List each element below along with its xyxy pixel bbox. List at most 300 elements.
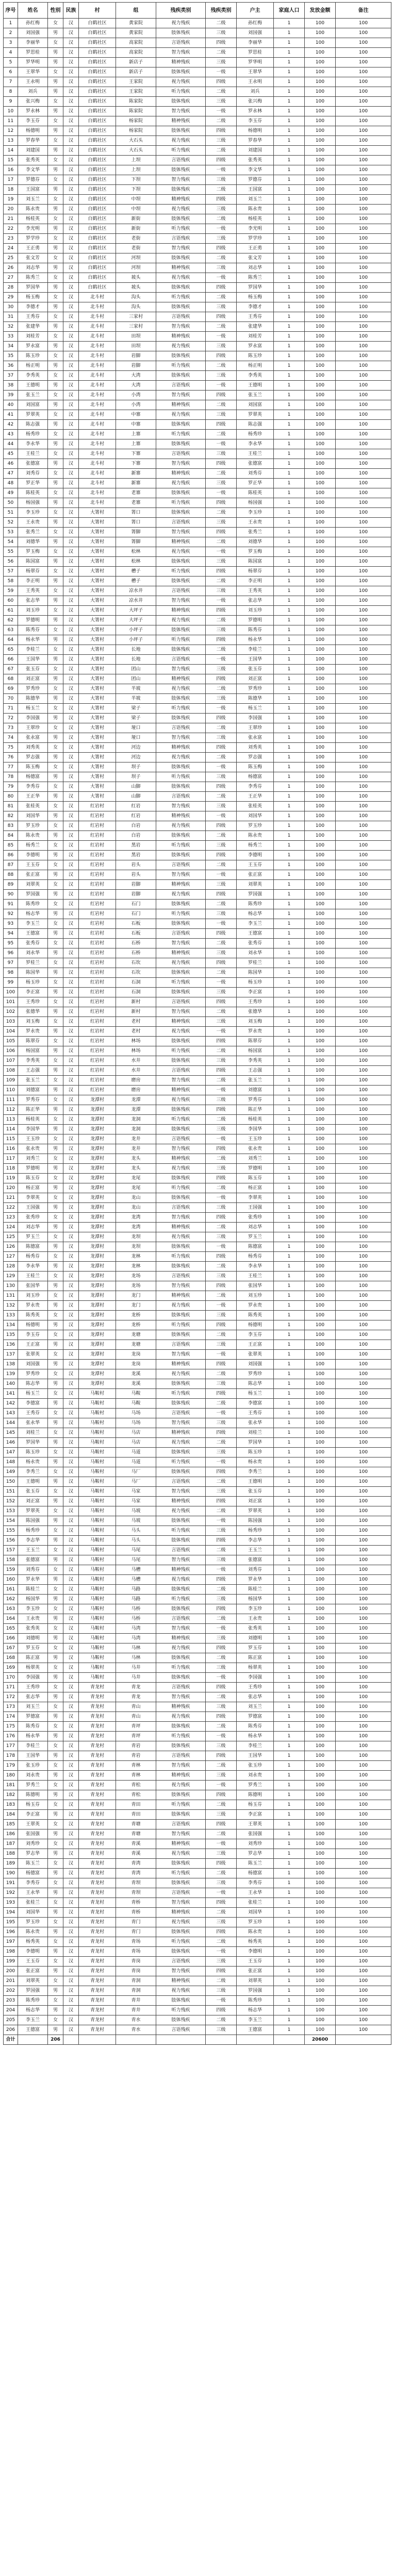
table-cell: 127 bbox=[4, 1252, 18, 1262]
table-cell: 100 bbox=[305, 537, 336, 547]
table-cell: 肢体残疾 bbox=[156, 851, 206, 860]
table-cell: 马鞍村 bbox=[79, 1595, 116, 1604]
table-cell: 男 bbox=[48, 851, 63, 860]
table-cell: 100 bbox=[305, 674, 336, 684]
table-cell: 1 bbox=[4, 19, 18, 28]
table-cell: 100 bbox=[305, 1389, 336, 1399]
table-cell: 肢体残疾 bbox=[156, 762, 206, 772]
table-cell: 女 bbox=[48, 351, 63, 361]
table-cell: 100 bbox=[305, 273, 336, 283]
table-cell: 白鹤社区 bbox=[79, 58, 116, 67]
table-cell: 听力残疾 bbox=[156, 430, 206, 439]
table-row bbox=[4, 1115, 391, 1125]
table-cell: 100 bbox=[305, 557, 336, 567]
table-cell: 二级 bbox=[206, 1046, 237, 1056]
table-row bbox=[4, 1546, 391, 1555]
table-cell: 肢体残疾 bbox=[156, 694, 206, 704]
table-cell: 女 bbox=[48, 1937, 63, 1947]
table-row bbox=[4, 214, 391, 224]
table-cell: 肢体残疾 bbox=[156, 488, 206, 498]
table-cell: 100 bbox=[305, 459, 336, 469]
table-cell: 陈秀珍 bbox=[18, 900, 48, 909]
table-cell: 58 bbox=[4, 577, 18, 586]
table-cell: 二级 bbox=[206, 753, 237, 762]
table-cell: 100 bbox=[305, 371, 336, 381]
table-cell: 1 bbox=[274, 391, 305, 400]
table-row bbox=[4, 1105, 391, 1115]
table-cell: 垭口 bbox=[116, 733, 156, 743]
table-cell: 女 bbox=[48, 1409, 63, 1418]
table-cell: 王玉芬 bbox=[237, 860, 274, 870]
table-cell: 汉 bbox=[63, 1350, 79, 1360]
table-cell: 一级 bbox=[206, 1565, 237, 1575]
table-cell: 汉 bbox=[63, 1986, 79, 1996]
table-cell: 100 bbox=[336, 185, 391, 195]
table-cell: 100 bbox=[305, 420, 336, 430]
table-cell: 马道 bbox=[116, 1458, 156, 1467]
table-cell: 100 bbox=[336, 831, 391, 841]
table-cell: 陈秀兰 bbox=[237, 273, 274, 283]
table-cell: 白鹤社区 bbox=[79, 28, 116, 38]
total-row bbox=[4, 2035, 391, 2045]
table-cell: 1 bbox=[274, 596, 305, 606]
table-cell: 103 bbox=[4, 1017, 18, 1027]
table-cell: 马道 bbox=[116, 1448, 156, 1458]
table-cell: 北斗村 bbox=[79, 430, 116, 439]
table-cell: 102 bbox=[4, 1007, 18, 1017]
table-cell: 王永明 bbox=[18, 77, 48, 87]
table-cell: 100 bbox=[336, 1692, 391, 1702]
table-cell: 三级 bbox=[206, 28, 237, 38]
table-cell: 刘国华 bbox=[237, 811, 274, 821]
table-row bbox=[4, 1673, 391, 1683]
table-cell: 100 bbox=[305, 185, 336, 195]
table-cell: 马厂 bbox=[116, 1467, 156, 1477]
table-cell: 汉 bbox=[63, 1438, 79, 1448]
table-cell: 1 bbox=[274, 253, 305, 263]
table-cell: 青岩 bbox=[116, 1741, 156, 1751]
table-cell: 三级 bbox=[206, 479, 237, 488]
table-cell: 三级 bbox=[206, 1017, 237, 1027]
table-cell: 马鞍村 bbox=[79, 1399, 116, 1409]
table-cell: 肢体残疾 bbox=[156, 968, 206, 978]
table-cell: 汉 bbox=[63, 371, 79, 381]
table-cell: 李永华 bbox=[237, 1262, 274, 1272]
table-cell: 刘国强 bbox=[237, 1360, 274, 1369]
table-cell: 191 bbox=[4, 1878, 18, 1888]
table-cell: 马槽 bbox=[116, 1565, 156, 1575]
table-cell: 汉 bbox=[63, 498, 79, 508]
table-cell: 马鞍村 bbox=[79, 1409, 116, 1418]
table-cell: 龙潭村 bbox=[79, 1144, 116, 1154]
table-cell: 100 bbox=[336, 1908, 391, 1918]
table-cell: 刘秀芬 bbox=[237, 1565, 274, 1575]
table-cell: 红岩村 bbox=[79, 948, 116, 958]
table-cell: 汉 bbox=[63, 1683, 79, 1692]
table-cell: 罗翠英 bbox=[237, 1506, 274, 1516]
table-cell: 大石头 bbox=[116, 136, 156, 146]
table-cell: 黑岩 bbox=[116, 851, 156, 860]
table-cell: 马井 bbox=[116, 1673, 156, 1683]
table-cell: 184 bbox=[4, 1810, 18, 1820]
table-cell: 刘永贵 bbox=[237, 1771, 274, 1781]
table-cell: 100 bbox=[305, 1800, 336, 1810]
table-cell: 130 bbox=[4, 1281, 18, 1291]
table-cell: 视力残疾 bbox=[156, 77, 206, 87]
table-cell: 陈玉芬 bbox=[237, 1174, 274, 1183]
table-cell: 三级 bbox=[206, 1810, 237, 1820]
table-cell: 青龙村 bbox=[79, 1683, 116, 1692]
table-cell: 肢体残疾 bbox=[156, 1653, 206, 1663]
table-cell: 龙潭村 bbox=[79, 1183, 116, 1193]
table-cell: 55 bbox=[4, 547, 18, 557]
table-cell: 1 bbox=[274, 38, 305, 48]
table-cell: 陈秀英 bbox=[237, 1311, 274, 1320]
table-cell: 一级 bbox=[206, 1301, 237, 1311]
table-cell: 陈玉珍 bbox=[237, 351, 274, 361]
table-cell: 李永华 bbox=[18, 1262, 48, 1272]
table-cell: 汉 bbox=[63, 1487, 79, 1497]
table-cell: 女 bbox=[48, 214, 63, 224]
table-cell: 罗永贵 bbox=[237, 1027, 274, 1037]
table-cell: 二级 bbox=[206, 1506, 237, 1516]
table-cell: 1 bbox=[274, 1957, 305, 1967]
table-cell: 杨玉兰 bbox=[18, 704, 48, 714]
table-cell: 听力残疾 bbox=[156, 224, 206, 234]
table-cell: 罗德明 bbox=[18, 1164, 48, 1174]
table-cell: 100 bbox=[336, 1575, 391, 1585]
table-cell: 张正富 bbox=[18, 870, 48, 880]
table-cell: 汉 bbox=[63, 1066, 79, 1076]
table-cell: 李光明 bbox=[18, 224, 48, 234]
table-row bbox=[4, 939, 391, 948]
table-cell: 马鞍村 bbox=[79, 1604, 116, 1614]
table-cell: 陈国强 bbox=[237, 1516, 274, 1526]
table-cell: 张秀英 bbox=[237, 1624, 274, 1634]
table-cell: 100 bbox=[305, 606, 336, 616]
table-cell: 79 bbox=[4, 782, 18, 792]
table-cell: 青龙村 bbox=[79, 1859, 116, 1869]
table-cell: 100 bbox=[305, 1604, 336, 1614]
table-cell: 100 bbox=[305, 1115, 336, 1125]
table-cell: 新村 bbox=[116, 1007, 156, 1017]
table-cell: 李丽华 bbox=[18, 38, 48, 48]
table-cell: 岩脚 bbox=[116, 351, 156, 361]
table-cell: 汉 bbox=[63, 136, 79, 146]
table-cell: 视力残疾 bbox=[156, 1438, 206, 1448]
table-cell: 杨永华 bbox=[18, 635, 48, 645]
table-row bbox=[4, 860, 391, 870]
table-cell: 汉 bbox=[63, 322, 79, 332]
table-cell: 女 bbox=[48, 410, 63, 420]
table-cell: 男 bbox=[48, 1066, 63, 1076]
table-cell: 王志强 bbox=[18, 1066, 48, 1076]
table-cell: 四级 bbox=[206, 1751, 237, 1761]
table-cell: 100 bbox=[336, 342, 391, 351]
table-cell: 1 bbox=[274, 704, 305, 714]
table-cell: 李玉兰 bbox=[237, 2015, 274, 2025]
table-cell: 罗秀珍 bbox=[237, 684, 274, 694]
table-cell: 汉 bbox=[63, 1144, 79, 1154]
table-cell: 四级 bbox=[206, 743, 237, 753]
col-header: 残疾类别 bbox=[206, 3, 237, 19]
table-cell: 100 bbox=[336, 958, 391, 968]
table-cell: 100 bbox=[305, 479, 336, 488]
table-cell: 陈正华 bbox=[18, 1105, 48, 1115]
table-cell: 罗德明 bbox=[237, 616, 274, 625]
table-cell: 100 bbox=[305, 704, 336, 714]
table-cell: 李德明 bbox=[237, 1947, 274, 1957]
table-cell: 汉 bbox=[63, 1781, 79, 1790]
table-cell: 李秀兰 bbox=[18, 1467, 48, 1477]
table-cell: 北斗村 bbox=[79, 381, 116, 391]
table-cell: 四级 bbox=[206, 195, 237, 205]
table-cell: 100 bbox=[336, 156, 391, 165]
table-cell: 马桥 bbox=[116, 1604, 156, 1614]
table-cell: 罗永华 bbox=[237, 1575, 274, 1585]
table-cell: 100 bbox=[336, 1399, 391, 1409]
table-cell: 汉 bbox=[63, 1918, 79, 1927]
table-cell: 白鹤社区 bbox=[79, 87, 116, 97]
table-cell: 三级 bbox=[206, 733, 237, 743]
table-row bbox=[4, 1810, 391, 1820]
table-cell: 1 bbox=[274, 528, 305, 537]
table-cell: 17 bbox=[4, 175, 18, 185]
table-cell: 刘玉梅 bbox=[237, 1017, 274, 1027]
table-cell: 长地 bbox=[116, 645, 156, 655]
table-cell: 白鹤社区 bbox=[79, 116, 116, 126]
table-cell: 刘桂芳 bbox=[18, 332, 48, 342]
table-cell: 100 bbox=[305, 58, 336, 67]
table-cell: 汉 bbox=[63, 479, 79, 488]
table-cell: 青龙村 bbox=[79, 2006, 116, 2015]
table-cell: 青坪 bbox=[116, 1722, 156, 1732]
table-cell: 杨桂英 bbox=[18, 1115, 48, 1125]
table-cell: 100 bbox=[305, 909, 336, 919]
table-cell: 汉 bbox=[63, 1516, 79, 1526]
table-cell: 智力残疾 bbox=[156, 802, 206, 811]
table-cell: 女 bbox=[48, 1037, 63, 1046]
table-cell: 201 bbox=[4, 1976, 18, 1986]
table-cell: 女 bbox=[48, 488, 63, 498]
table-cell: 智力残疾 bbox=[156, 939, 206, 948]
table-row bbox=[4, 723, 391, 733]
table-cell: 100 bbox=[305, 567, 336, 577]
table-cell: 116 bbox=[4, 1144, 18, 1154]
table-cell: 青坝 bbox=[116, 1888, 156, 1898]
table-cell: 陈翠芬 bbox=[237, 1037, 274, 1046]
table-cell: 100 bbox=[305, 733, 336, 743]
table-cell: 100 bbox=[305, 1007, 336, 1017]
table-cell: 精神残疾 bbox=[156, 1291, 206, 1301]
table-cell: 124 bbox=[4, 1223, 18, 1232]
table-cell: 龙岗 bbox=[116, 1350, 156, 1360]
table-cell: 李志华 bbox=[18, 1536, 48, 1546]
table-cell: 汉 bbox=[63, 1585, 79, 1595]
table-cell: 女 bbox=[48, 1663, 63, 1673]
table-cell: 1 bbox=[274, 77, 305, 87]
table-cell: 王玉芬 bbox=[18, 1957, 48, 1967]
table-cell: 四级 bbox=[206, 2006, 237, 2015]
table-cell: 女 bbox=[48, 939, 63, 948]
table-cell: 罗桂兰 bbox=[18, 958, 48, 968]
table-cell: 智力残疾 bbox=[156, 1350, 206, 1360]
table-cell: 153 bbox=[4, 1506, 18, 1516]
table-cell: 147 bbox=[4, 1448, 18, 1458]
table-cell: 三级 bbox=[206, 802, 237, 811]
table-cell: 男 bbox=[48, 635, 63, 645]
table-cell: 100 bbox=[305, 586, 336, 596]
table-cell: 1 bbox=[274, 1428, 305, 1438]
table-cell: 二级 bbox=[206, 1908, 237, 1918]
table-cell: 二级 bbox=[206, 1653, 237, 1663]
table-cell: 上坝 bbox=[116, 165, 156, 175]
table-cell: 杨永贵 bbox=[237, 1458, 274, 1467]
table-cell: 女 bbox=[48, 1761, 63, 1771]
table-cell: 陈正富 bbox=[18, 1653, 48, 1663]
table-cell: 34 bbox=[4, 342, 18, 351]
table-cell: 汉 bbox=[63, 890, 79, 900]
table-cell: 箐脚 bbox=[116, 528, 156, 537]
table-cell: 肢体残疾 bbox=[156, 1996, 206, 2006]
table-cell: 100 bbox=[305, 635, 336, 645]
table-cell: 1 bbox=[274, 1487, 305, 1497]
table-cell: 1 bbox=[274, 811, 305, 821]
table-cell: 肢体残疾 bbox=[156, 1722, 206, 1732]
table-cell: 刘桂兰 bbox=[237, 1428, 274, 1438]
table-cell: 二级 bbox=[206, 1291, 237, 1301]
table-cell: 杨桂英 bbox=[237, 214, 274, 224]
total-cell bbox=[63, 2035, 79, 2045]
table-cell: 93 bbox=[4, 919, 18, 929]
table-cell: 100 bbox=[336, 195, 391, 205]
table-cell: 龙潭村 bbox=[79, 1369, 116, 1379]
table-cell: 小湾 bbox=[116, 391, 156, 400]
table-cell: 青湾 bbox=[116, 1859, 156, 1869]
table-cell: 女 bbox=[48, 997, 63, 1007]
table-cell: 男 bbox=[48, 1105, 63, 1115]
table-cell: 陈桂英 bbox=[237, 488, 274, 498]
table-cell: 男 bbox=[48, 1301, 63, 1311]
table-cell: 146 bbox=[4, 1438, 18, 1448]
table-cell: 大湾 bbox=[116, 371, 156, 381]
table-cell: 二级 bbox=[206, 214, 237, 224]
table-cell: 高家院 bbox=[116, 38, 156, 48]
table-cell: 龙林 bbox=[116, 1262, 156, 1272]
table-cell: 精神残疾 bbox=[156, 1223, 206, 1232]
table-cell: 女 bbox=[48, 1839, 63, 1849]
table-cell: 三级 bbox=[206, 1379, 237, 1389]
table-cell: 张玉兰 bbox=[18, 1076, 48, 1086]
table-cell: 10 bbox=[4, 107, 18, 116]
table-cell: 龙坝 bbox=[116, 1242, 156, 1252]
table-row bbox=[4, 625, 391, 635]
table-cell: 一级 bbox=[206, 1409, 237, 1418]
table-cell: 男 bbox=[48, 616, 63, 625]
table-cell: 男 bbox=[48, 1223, 63, 1232]
table-cell: 86 bbox=[4, 851, 18, 860]
table-cell: 1 bbox=[274, 146, 305, 156]
table-cell: 男 bbox=[48, 1360, 63, 1369]
table-row bbox=[4, 1262, 391, 1272]
table-body bbox=[4, 19, 391, 2035]
table-row bbox=[4, 1301, 391, 1311]
table-cell: 女 bbox=[48, 97, 63, 107]
table-cell: 大箐村 bbox=[79, 665, 116, 674]
total-cell bbox=[237, 2035, 274, 2045]
table-cell: 1 bbox=[274, 351, 305, 361]
table-cell: 王桂兰 bbox=[18, 449, 48, 459]
table-cell: 100 bbox=[336, 1203, 391, 1213]
table-cell: 100 bbox=[305, 156, 336, 165]
table-cell: 水井 bbox=[116, 1056, 156, 1066]
table-cell: 18 bbox=[4, 185, 18, 195]
table-cell: 肢体残疾 bbox=[156, 1125, 206, 1134]
table-cell: 112 bbox=[4, 1105, 18, 1115]
table-row bbox=[4, 606, 391, 616]
table-cell: 王德富 bbox=[237, 2025, 274, 2035]
table-cell: 1 bbox=[274, 1174, 305, 1183]
table-cell: 100 bbox=[336, 1849, 391, 1859]
table-cell: 马鞍村 bbox=[79, 1536, 116, 1546]
table-cell: 女 bbox=[48, 1624, 63, 1634]
table-cell: 100 bbox=[305, 1223, 336, 1232]
table-cell: 1 bbox=[274, 606, 305, 616]
table-row bbox=[4, 851, 391, 860]
table-cell: 二级 bbox=[206, 2015, 237, 2025]
table-cell: 肢体残疾 bbox=[156, 214, 206, 224]
table-cell: 女 bbox=[48, 273, 63, 283]
table-cell: 红岩村 bbox=[79, 939, 116, 948]
table-cell: 张德华 bbox=[18, 1007, 48, 1017]
table-cell: 三级 bbox=[206, 1232, 237, 1242]
table-cell: 智力残疾 bbox=[156, 1898, 206, 1908]
table-cell: 100 bbox=[336, 224, 391, 234]
table-cell: 李玉芬 bbox=[18, 116, 48, 126]
table-cell: 李玉兰 bbox=[18, 2015, 48, 2025]
table-cell: 男 bbox=[48, 1927, 63, 1937]
table-cell: 1 bbox=[274, 1399, 305, 1409]
table-cell: 罗玉兰 bbox=[237, 1232, 274, 1242]
table-cell: 李秀英 bbox=[237, 371, 274, 381]
table-row bbox=[4, 1790, 391, 1800]
table-row bbox=[4, 312, 391, 322]
table-cell: 青龙村 bbox=[79, 1712, 116, 1722]
table-cell: 100 bbox=[336, 1438, 391, 1448]
table-cell: 男 bbox=[48, 811, 63, 821]
table-cell: 张永富 bbox=[18, 733, 48, 743]
table-cell: 刘秀珍 bbox=[237, 1839, 274, 1849]
table-cell: 智力残疾 bbox=[156, 1624, 206, 1634]
table-cell: 1 bbox=[274, 156, 305, 165]
table-cell: 红岩村 bbox=[79, 900, 116, 909]
table-cell: 100 bbox=[336, 2015, 391, 2025]
table-cell: 1 bbox=[274, 674, 305, 684]
table-row bbox=[4, 586, 391, 596]
table-cell: 汉 bbox=[63, 2006, 79, 2015]
table-cell: 罗玉珍 bbox=[18, 1918, 48, 1927]
table-cell: 汉 bbox=[63, 1399, 79, 1409]
table-cell: 男 bbox=[48, 87, 63, 97]
table-cell: 100 bbox=[336, 547, 391, 557]
table-cell: 李国强 bbox=[18, 714, 48, 723]
table-cell: 汉 bbox=[63, 1477, 79, 1487]
table-cell: 二级 bbox=[206, 1369, 237, 1379]
table-cell: 女 bbox=[48, 449, 63, 459]
table-cell: 红岩村 bbox=[79, 851, 116, 860]
table-cell: 100 bbox=[305, 116, 336, 126]
table-cell: 精神残疾 bbox=[156, 1976, 206, 1986]
